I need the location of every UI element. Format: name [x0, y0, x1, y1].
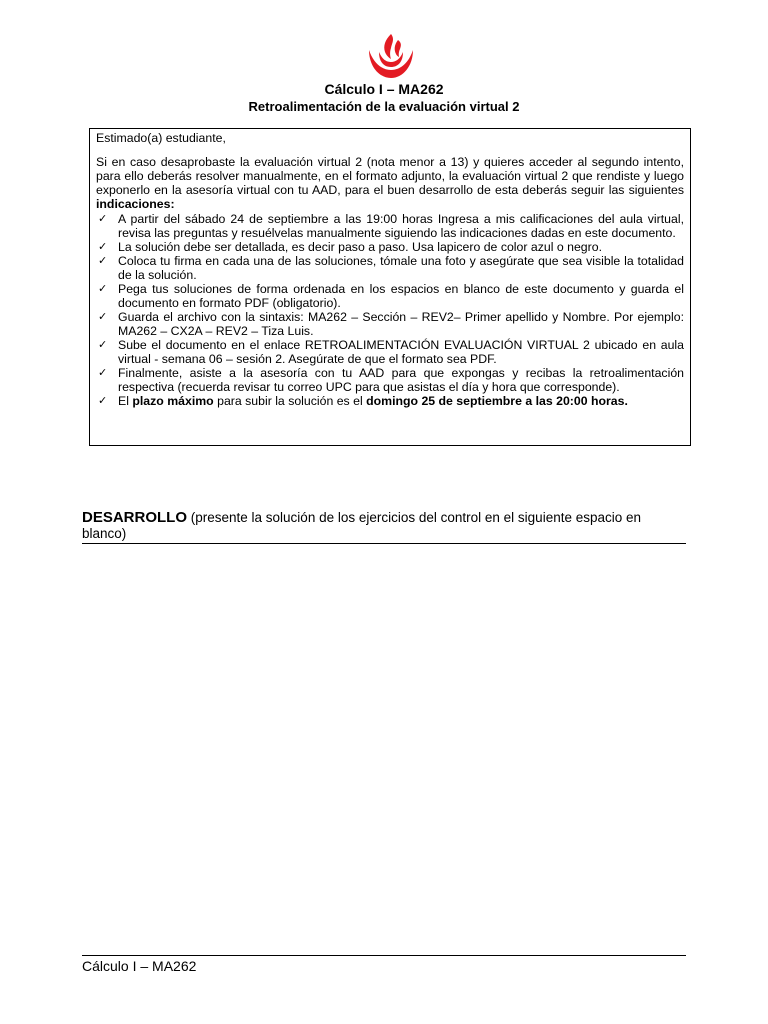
check-icon: ✓ — [98, 255, 108, 267]
list-item-deadline — [96, 394, 684, 408]
course-title: Cálculo I – MA262 — [324, 81, 444, 97]
list-item — [96, 212, 684, 240]
instructions-box — [89, 128, 691, 446]
desarrollo-heading: DESARROLLO — [82, 509, 187, 526]
section-divider — [82, 543, 686, 544]
check-icon: ✓ — [98, 213, 108, 225]
list-item — [96, 366, 684, 394]
list-item-text: Finalmente, asiste a la asesoría con tu AAD para que expongas y recibas la retroalimentación respectiva (recuerda revisar tu correo UPC para que asistas el día y hora que corresponde). — [118, 366, 684, 394]
desarrollo-text: (presente la solución de los ejercicios del control en el siguiente espacio en blanco) — [82, 510, 642, 541]
footer-text: Cálculo I – MA262 — [82, 958, 197, 974]
upc-logo-icon — [365, 32, 417, 80]
list-item-text: Coloca tu firma en cada una de las soluciones, tómale una foto y asegúrate que sea visible la totalidad de la solución. — [118, 254, 684, 282]
list-item — [96, 282, 684, 310]
deadline-text-1: El — [118, 394, 133, 408]
check-icon: ✓ — [98, 283, 108, 295]
check-icon: ✓ — [98, 367, 108, 379]
check-icon: ✓ — [98, 339, 108, 351]
deadline-label: plazo máximo — [132, 394, 214, 408]
list-item — [96, 254, 684, 282]
instructions-list — [96, 212, 684, 408]
deadline-text-2: para subir la solución es el — [213, 394, 367, 408]
check-icon: ✓ — [98, 311, 108, 323]
list-item-text: Pega tus soluciones de forma ordenada en los espacios en blanco de este documento y guarda el documento en formato PDF (obligatorio). — [118, 282, 684, 310]
list-item-text: Sube el documento en el enlace RETROALIMENTACIÓN EVALUACIÓN VIRTUAL 2 ubicado en aula virtual - semana 06 – sesión 2. Asegúrate de que el formato sea PDF. — [118, 338, 684, 366]
list-item — [96, 338, 684, 366]
greeting-text: Estimado(a) estudiante, — [96, 131, 226, 145]
footer-divider — [82, 955, 686, 956]
list-item-text: Guarda el archivo con la sintaxis: MA262 – Sección – REV2– Primer apellido y Nombre. Por ejemplo: MA262 – CX2A – REV2 – Tiza Luis. — [118, 310, 684, 338]
intro-bold-text: indicaciones: — [96, 197, 175, 211]
deadline-date: domingo 25 de septiembre a las 20:00 horas. — [366, 394, 628, 408]
list-item — [96, 240, 684, 254]
intro-paragraph — [96, 155, 684, 211]
intro-text: Si en caso desaprobaste la evaluación virtual 2 (nota menor a 13) y quieres acceder al segundo intento, para ello deberás resolver manualmente, en el formato adjunto, la evaluación virtual 2 que rendiste y luego exponerlo en la asesoría virtual con tu AAD, para el buen desarrollo de esta deberás seguir las siguientes — [96, 155, 684, 197]
desarrollo-section — [82, 510, 686, 542]
document-subtitle: Retroalimentación de la evaluación virtual 2 — [248, 99, 520, 114]
list-item-text: A partir del sábado 24 de septiembre a las 19:00 horas Ingresa a mis calificaciones del aula virtual, revisa las preguntas y resuélvelas manualmente siguiendo las indicaciones dadas en este documento. — [118, 212, 684, 240]
check-icon: ✓ — [98, 241, 108, 253]
check-icon: ✓ — [98, 395, 108, 407]
list-item — [96, 310, 684, 338]
list-item-text: La solución debe ser detallada, es decir paso a paso. Usa lapicero de color azul o negro. — [118, 240, 602, 254]
